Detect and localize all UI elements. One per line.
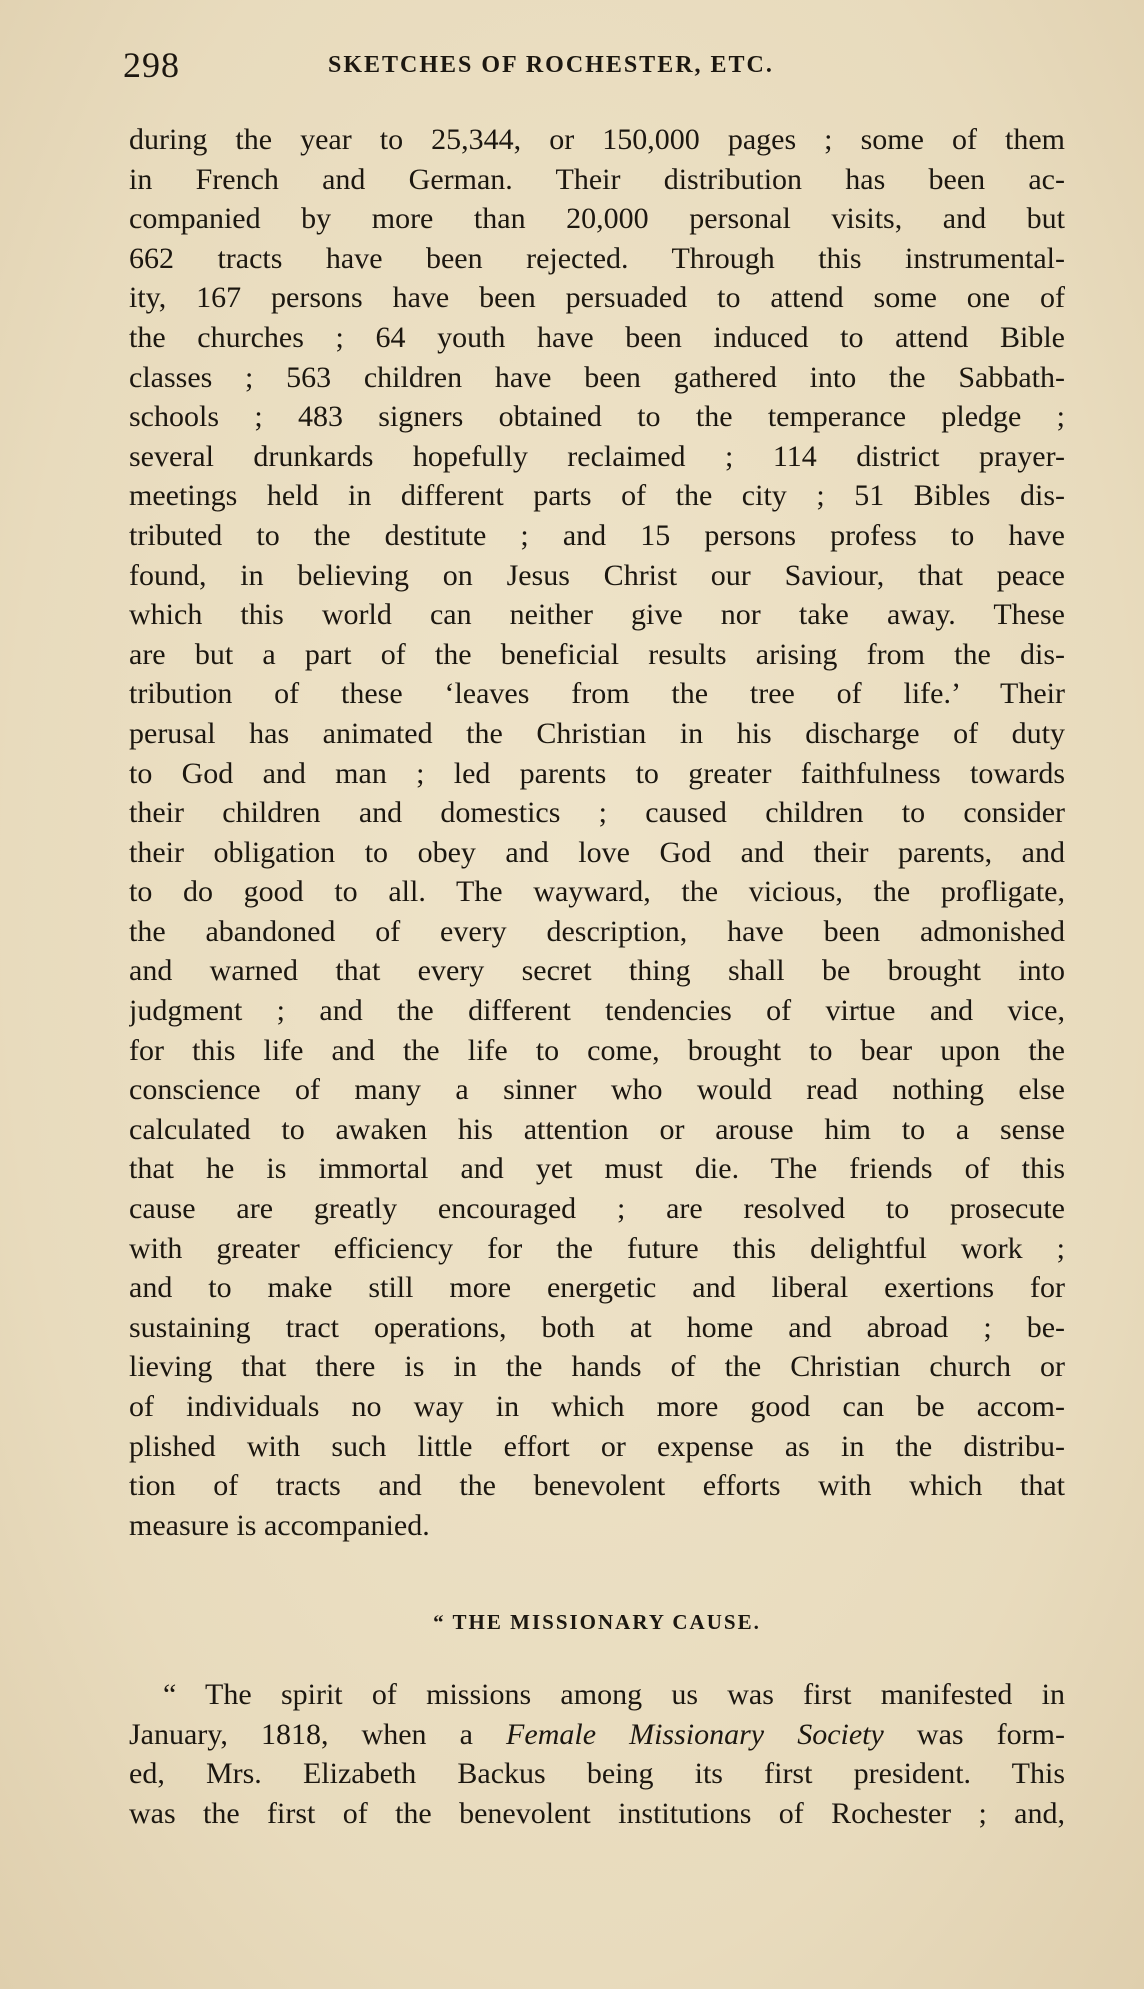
text-line: that he is immortal and yet must die. The friends of this	[129, 1152, 1065, 1186]
society-name-italic: Female Missionary Society	[506, 1717, 884, 1751]
text-line: lieving that there is in the hands of the Christian church or	[129, 1350, 1065, 1384]
text-line: found, in believing on Jesus Christ our Saviour, that peace	[129, 558, 1065, 592]
text-line: the churches ; 64 youth have been induced to attend Bible	[129, 320, 1065, 354]
text-line: meetings held in different parts of the city ; 51 Bibles dis-	[129, 479, 1065, 513]
text-line	[129, 1715, 1065, 1755]
text-line: cause are greatly encouraged ; are resolved to prosecute	[129, 1192, 1065, 1226]
text-line: the abandoned of every description, have been admonished	[129, 914, 1065, 948]
text-line: during the year to 25,344, or 150,000 pages ; some of them	[129, 123, 1065, 156]
text-line: for this life and the life to come, brought to bear upon the	[129, 1033, 1065, 1067]
section-heading: “ THE MISSIONARY CAUSE.	[433, 1610, 761, 1634]
text-line: their children and domestics ; caused children to consider	[129, 796, 1065, 830]
text-line: classes ; 563 children have been gathered into the Sabbath-	[129, 360, 1065, 394]
text-segment: was form-	[883, 1717, 1065, 1751]
paragraph-missions	[129, 1675, 1065, 1833]
running-head	[123, 44, 1068, 84]
text-line: perusal has animated the Christian in his discharge of duty	[129, 716, 1065, 750]
paragraph-tracts	[129, 120, 1065, 1545]
text-line: in French and German. Their distribution has been ac-	[129, 162, 1065, 196]
text-line: are but a part of the beneficial results arising from the dis-	[129, 637, 1065, 671]
running-title: SKETCHES OF ROCHESTER, ETC.	[328, 52, 774, 78]
text-segment: January, 1818, when a	[129, 1717, 507, 1751]
text-line: companied by more than 20,000 personal visits, and but	[129, 202, 1065, 236]
text-line: schools ; 483 signers obtained to the temperance pledge ;	[129, 400, 1065, 434]
text-line: to God and man ; led parents to greater faithfulness towards	[129, 756, 1065, 790]
text-line: ed, Mrs. Elizabeth Backus being its first president. This	[129, 1757, 1065, 1791]
text-line: of individuals no way in which more good can be accom-	[129, 1390, 1065, 1423]
text-line: and warned that every secret thing shall be brought into	[129, 954, 1065, 988]
text-line: with greater efficiency for the future this delightful work ;	[129, 1231, 1065, 1265]
text-line: several drunkards hopefully reclaimed ; 114 district prayer-	[129, 439, 1065, 473]
text-line: which this world can neither give nor take away. These	[129, 598, 1065, 632]
text-line: to do good to all. The wayward, the vicious, the profligate,	[129, 875, 1065, 909]
text-line: plished with such little effort or expense as in the distribu-	[129, 1429, 1065, 1463]
text-line: conscience of many a sinner who would read nothing else	[129, 1073, 1065, 1107]
text-line: judgment ; and the different tendencies of virtue and vice,	[129, 994, 1065, 1028]
text-line: ity, 167 persons have been persuaded to attend some one of	[129, 281, 1065, 315]
page-number: 298	[123, 45, 180, 85]
text-line: was the first of the benevolent institutions of Rochester ; and,	[129, 1796, 1065, 1830]
text-line: tributed to the destitute ; and 15 persons profess to have	[129, 518, 1065, 552]
text-line: and to make still more energetic and liberal exertions for	[129, 1271, 1065, 1305]
text-line: their obligation to obey and love God and their parents, and	[129, 835, 1065, 869]
text-line: tion of tracts and the benevolent efforts with which that	[129, 1469, 1065, 1503]
text-line: “ The spirit of missions among us was first manifested in	[163, 1678, 1065, 1711]
text-line: 662 tracts have been rejected. Through this instrumental-	[129, 241, 1065, 275]
text-line: tribution of these ‘leaves from the tree of life.’ Their	[129, 677, 1065, 711]
text-line: calculated to awaken his attention or arouse him to a sense	[129, 1112, 1065, 1146]
text-line: measure is accompanied.	[129, 1508, 430, 1542]
text-line: sustaining tract operations, both at home and abroad ; be-	[129, 1310, 1065, 1344]
